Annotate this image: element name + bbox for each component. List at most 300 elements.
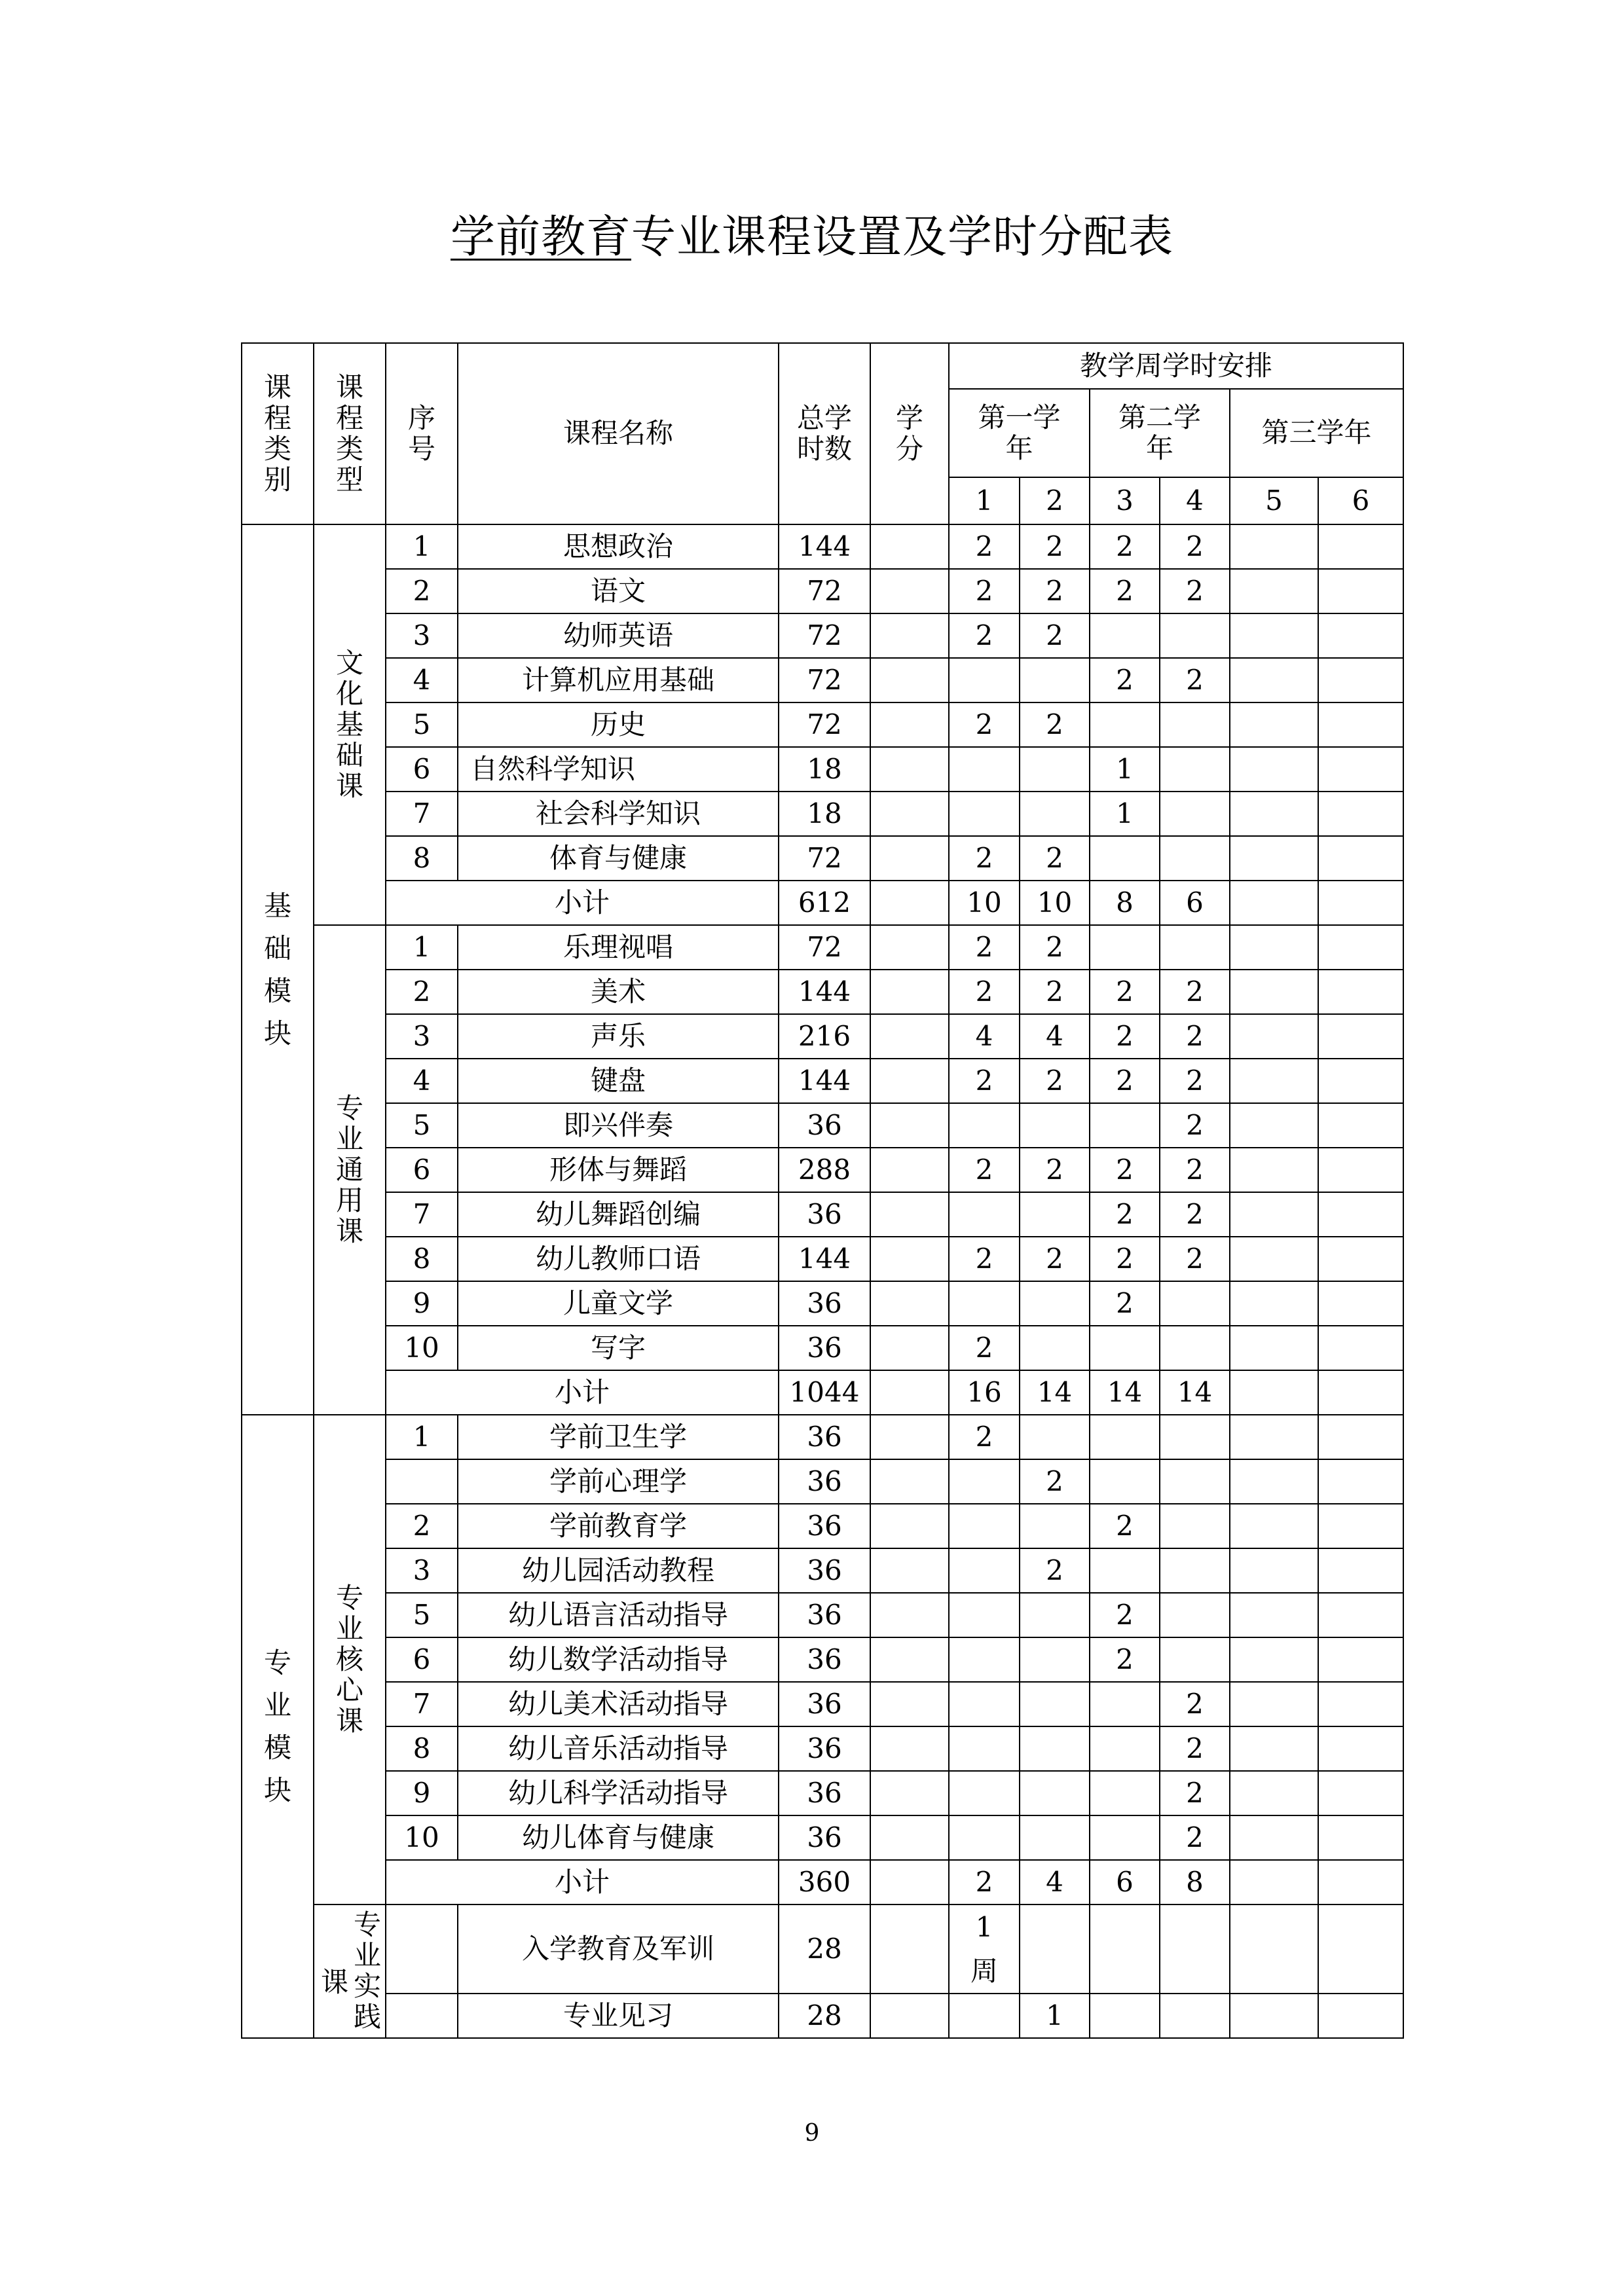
total-hours-cell: 144 bbox=[779, 970, 870, 1014]
table-row bbox=[242, 1682, 1403, 1726]
table-row bbox=[242, 1103, 1403, 1148]
total-hours-cell: 144 bbox=[779, 1059, 870, 1103]
seq-cell: 2 bbox=[386, 1504, 458, 1548]
subtotal-total: 1044 bbox=[779, 1370, 870, 1415]
course-name-cell: 写字 bbox=[458, 1326, 779, 1370]
semester-3-cell: 2 bbox=[1090, 1192, 1160, 1237]
semester-6-cell bbox=[1318, 1103, 1403, 1148]
course-type-cell: 专业核心课 bbox=[314, 1415, 386, 1904]
semester-1-cell: 2 bbox=[949, 1326, 1020, 1370]
semester-1-cell: 2 bbox=[949, 613, 1020, 658]
subtotal-row bbox=[242, 881, 1403, 925]
semester-3-cell bbox=[1090, 613, 1160, 658]
course-name-cell: 幼儿音乐活动指导 bbox=[458, 1726, 779, 1771]
seq-cell: 5 bbox=[386, 1103, 458, 1148]
semester-1-cell: 2 bbox=[949, 925, 1020, 970]
semester-6-cell bbox=[1318, 970, 1403, 1014]
course-name-cell: 入学教育及军训 bbox=[458, 1904, 779, 1994]
header-row-1 bbox=[242, 343, 1403, 389]
semester-3-cell: 2 bbox=[1090, 524, 1160, 569]
semester-1-cell bbox=[949, 658, 1020, 702]
semester-1-cell bbox=[949, 1593, 1020, 1637]
semester-1-cell bbox=[949, 1103, 1020, 1148]
course-type-label: 专业实践 bbox=[353, 1908, 381, 2033]
semester-4-cell: 2 bbox=[1160, 658, 1230, 702]
semester-3-cell bbox=[1090, 836, 1160, 881]
semester-3-cell: 2 bbox=[1090, 970, 1160, 1014]
seq-cell: 7 bbox=[386, 1192, 458, 1237]
semester-5-cell bbox=[1230, 747, 1318, 792]
semester-5-cell bbox=[1230, 1771, 1318, 1815]
subtotal-semester-4: 14 bbox=[1160, 1370, 1230, 1415]
table-row bbox=[242, 1815, 1403, 1860]
semester-3-cell bbox=[1090, 1904, 1160, 1994]
total-hours-cell: 36 bbox=[779, 1815, 870, 1860]
credit-cell bbox=[870, 1504, 949, 1548]
semester-6-cell bbox=[1318, 747, 1403, 792]
course-type-cell: 专业通用课 bbox=[314, 925, 386, 1415]
semester-2-cell bbox=[1020, 1593, 1090, 1637]
course-type-suffix: 课 bbox=[321, 1966, 349, 1999]
seq-cell: 9 bbox=[386, 1771, 458, 1815]
semester-2-cell: 2 bbox=[1020, 1148, 1090, 1192]
credit-cell bbox=[870, 970, 949, 1014]
semester-2-cell bbox=[1020, 1103, 1090, 1148]
header-type: 课程类型 bbox=[314, 343, 386, 524]
header-category: 课程类别 bbox=[242, 343, 314, 524]
course-name-cell: 历史 bbox=[458, 702, 779, 747]
table-row bbox=[242, 1059, 1403, 1103]
header-year-1: 第一学年 bbox=[949, 389, 1090, 477]
total-hours-cell: 36 bbox=[779, 1103, 870, 1148]
seq-cell: 4 bbox=[386, 658, 458, 702]
total-hours-cell: 216 bbox=[779, 1014, 870, 1059]
semester-4-cell bbox=[1160, 1415, 1230, 1459]
semester-2-cell: 2 bbox=[1020, 569, 1090, 613]
seq-cell: 10 bbox=[386, 1326, 458, 1370]
semester-6-cell bbox=[1318, 1593, 1403, 1637]
semester-5-cell bbox=[1230, 1192, 1318, 1237]
total-hours-cell: 36 bbox=[779, 1637, 870, 1682]
seq-cell: 7 bbox=[386, 1682, 458, 1726]
seq-cell bbox=[386, 1459, 458, 1504]
semester-4-cell: 2 bbox=[1160, 1103, 1230, 1148]
credit-cell bbox=[870, 1637, 949, 1682]
credit-cell bbox=[870, 1014, 949, 1059]
semester-5-cell bbox=[1230, 1103, 1318, 1148]
semester-4-cell: 2 bbox=[1160, 569, 1230, 613]
credit-cell bbox=[870, 1771, 949, 1815]
semester-3-cell: 2 bbox=[1090, 569, 1160, 613]
course-name-cell: 乐理视唱 bbox=[458, 925, 779, 970]
credit-cell bbox=[870, 1415, 949, 1459]
semester-2-cell bbox=[1020, 1504, 1090, 1548]
semester-2-cell bbox=[1020, 1637, 1090, 1682]
semester-6-cell bbox=[1318, 613, 1403, 658]
semester-5-cell bbox=[1230, 1994, 1318, 2038]
header-semester-5: 5 bbox=[1230, 477, 1318, 524]
credit-cell bbox=[870, 1192, 949, 1237]
course-name-cell: 幼儿园活动教程 bbox=[458, 1548, 779, 1593]
semester-2-cell: 2 bbox=[1020, 1059, 1090, 1103]
header-total-hours: 总学时数 bbox=[779, 343, 870, 524]
course-name-cell: 幼儿科学活动指导 bbox=[458, 1771, 779, 1815]
semester-4-cell bbox=[1160, 747, 1230, 792]
title-underlined: 学前教育 bbox=[450, 211, 631, 263]
semester-5-cell bbox=[1230, 925, 1318, 970]
semester-1-cell: 2 bbox=[949, 569, 1020, 613]
credit-cell bbox=[870, 1726, 949, 1771]
semester-3-cell bbox=[1090, 1548, 1160, 1593]
table-row bbox=[242, 702, 1403, 747]
semester-2-cell bbox=[1020, 1771, 1090, 1815]
table-row bbox=[242, 1994, 1403, 2038]
semester-1-cell: 4 bbox=[949, 1014, 1020, 1059]
semester-1-cell bbox=[949, 1459, 1020, 1504]
semester-4-cell bbox=[1160, 836, 1230, 881]
semester-6-cell bbox=[1318, 925, 1403, 970]
subtotal-total: 612 bbox=[779, 881, 870, 925]
semester-2-cell: 2 bbox=[1020, 613, 1090, 658]
subtotal-semester-1: 10 bbox=[949, 881, 1020, 925]
semester-1-cell: 2 bbox=[949, 1059, 1020, 1103]
table-row bbox=[242, 1904, 1403, 1994]
table-row bbox=[242, 1237, 1403, 1281]
semester-5-cell bbox=[1230, 1281, 1318, 1326]
header-year-3: 第三学年 bbox=[1230, 389, 1403, 477]
course-name-cell: 自然科学知识 bbox=[458, 747, 779, 792]
table-row bbox=[242, 1326, 1403, 1370]
semester-4-cell bbox=[1160, 1637, 1230, 1682]
credit-cell bbox=[870, 925, 949, 970]
semester-3-cell bbox=[1090, 1415, 1160, 1459]
subtotal-semester-5 bbox=[1230, 881, 1318, 925]
seq-cell: 2 bbox=[386, 569, 458, 613]
semester-1-cell bbox=[949, 747, 1020, 792]
total-hours-cell: 36 bbox=[779, 1682, 870, 1726]
subtotal-semester-6 bbox=[1318, 1370, 1403, 1415]
semester-5-cell bbox=[1230, 1415, 1318, 1459]
header-name: 课程名称 bbox=[458, 343, 779, 524]
subtotal-semester-5 bbox=[1230, 1370, 1318, 1415]
semester-5-cell bbox=[1230, 1148, 1318, 1192]
table-row bbox=[242, 569, 1403, 613]
semester-5-cell bbox=[1230, 836, 1318, 881]
course-name-cell: 幼儿数学活动指导 bbox=[458, 1637, 779, 1682]
semester-2-cell bbox=[1020, 792, 1090, 836]
semester-5-cell bbox=[1230, 1504, 1318, 1548]
seq-cell: 5 bbox=[386, 1593, 458, 1637]
semester-2-cell: 2 bbox=[1020, 524, 1090, 569]
subtotal-semester-2: 14 bbox=[1020, 1370, 1090, 1415]
semester-6-cell bbox=[1318, 1771, 1403, 1815]
semester-4-cell bbox=[1160, 1904, 1230, 1994]
semester-6-cell bbox=[1318, 1904, 1403, 1994]
total-hours-cell: 144 bbox=[779, 1237, 870, 1281]
table-row bbox=[242, 1504, 1403, 1548]
semester-3-cell: 2 bbox=[1090, 1504, 1160, 1548]
credit-cell bbox=[870, 1593, 949, 1637]
semester-6-cell bbox=[1318, 1726, 1403, 1771]
semester-4-cell: 2 bbox=[1160, 1726, 1230, 1771]
course-type-cell: 文化基础课 bbox=[314, 524, 386, 925]
semester-5-cell bbox=[1230, 1904, 1318, 1994]
semester-2-cell: 2 bbox=[1020, 836, 1090, 881]
subtotal-row bbox=[242, 1370, 1403, 1415]
seq-cell: 7 bbox=[386, 792, 458, 836]
semester-6-cell bbox=[1318, 1415, 1403, 1459]
credit-cell bbox=[870, 747, 949, 792]
course-name-cell: 幼儿体育与健康 bbox=[458, 1815, 779, 1860]
subtotal-semester-5 bbox=[1230, 1860, 1318, 1904]
seq-cell: 10 bbox=[386, 1815, 458, 1860]
semester-5-cell bbox=[1230, 1326, 1318, 1370]
semester-6-cell bbox=[1318, 836, 1403, 881]
seq-cell: 9 bbox=[386, 1281, 458, 1326]
semester-5-cell bbox=[1230, 1593, 1318, 1637]
seq-cell: 1 bbox=[386, 925, 458, 970]
course-name-cell: 声乐 bbox=[458, 1014, 779, 1059]
semester-1-cell bbox=[949, 1726, 1020, 1771]
table-row bbox=[242, 1548, 1403, 1593]
table-row bbox=[242, 1726, 1403, 1771]
subtotal-label: 小计 bbox=[386, 1370, 779, 1415]
header-semester-6: 6 bbox=[1318, 477, 1403, 524]
semester-2-cell bbox=[1020, 658, 1090, 702]
semester-5-cell bbox=[1230, 1815, 1318, 1860]
semester-5-cell bbox=[1230, 613, 1318, 658]
table-row bbox=[242, 1148, 1403, 1192]
credit-cell bbox=[870, 1059, 949, 1103]
semester-1-cell bbox=[949, 1548, 1020, 1593]
seq-cell: 8 bbox=[386, 836, 458, 881]
total-hours-cell: 18 bbox=[779, 792, 870, 836]
semester-3-cell: 1 bbox=[1090, 747, 1160, 792]
subtotal-semester-6 bbox=[1318, 881, 1403, 925]
seq-cell: 6 bbox=[386, 1148, 458, 1192]
total-hours-cell: 36 bbox=[779, 1192, 870, 1237]
credit-cell bbox=[870, 836, 949, 881]
semester-4-cell bbox=[1160, 792, 1230, 836]
semester-4-cell: 2 bbox=[1160, 1237, 1230, 1281]
semester-1-cell bbox=[949, 1637, 1020, 1682]
semester-1-cell bbox=[949, 1504, 1020, 1548]
credit-cell bbox=[870, 613, 949, 658]
course-name-cell: 幼儿教师口语 bbox=[458, 1237, 779, 1281]
subtotal-label: 小计 bbox=[386, 1860, 779, 1904]
subtotal-semester-1: 16 bbox=[949, 1370, 1020, 1415]
semester-6-cell bbox=[1318, 658, 1403, 702]
subtotal-semester-3: 8 bbox=[1090, 881, 1160, 925]
table-row bbox=[242, 1192, 1403, 1237]
semester-2-cell: 2 bbox=[1020, 702, 1090, 747]
semester-6-cell bbox=[1318, 1459, 1403, 1504]
semester-2-cell bbox=[1020, 1682, 1090, 1726]
course-name-cell: 幼儿美术活动指导 bbox=[458, 1682, 779, 1726]
total-hours-cell: 36 bbox=[779, 1593, 870, 1637]
semester-1-cell: 2 bbox=[949, 702, 1020, 747]
course-name-cell: 学前卫生学 bbox=[458, 1415, 779, 1459]
credit-cell bbox=[870, 1815, 949, 1860]
seq-cell: 1 bbox=[386, 524, 458, 569]
total-hours-cell: 72 bbox=[779, 658, 870, 702]
semester-4-cell bbox=[1160, 1281, 1230, 1326]
semester-1-cell: 2 bbox=[949, 1237, 1020, 1281]
subtotal-semester-4: 8 bbox=[1160, 1860, 1230, 1904]
seq-cell: 3 bbox=[386, 1548, 458, 1593]
semester-2-cell: 2 bbox=[1020, 1237, 1090, 1281]
semester-4-cell: 2 bbox=[1160, 1815, 1230, 1860]
semester-1-cell: 2 bbox=[949, 524, 1020, 569]
course-name-cell: 儿童文学 bbox=[458, 1281, 779, 1326]
semester-4-cell bbox=[1160, 1504, 1230, 1548]
course-name-cell: 思想政治 bbox=[458, 524, 779, 569]
course-name-cell: 体育与健康 bbox=[458, 836, 779, 881]
semester-4-cell: 2 bbox=[1160, 524, 1230, 569]
semester-6-cell bbox=[1318, 1682, 1403, 1726]
semester-1-cell: 2 bbox=[949, 1148, 1020, 1192]
course-name-cell: 计算机应用基础 bbox=[458, 658, 779, 702]
total-hours-cell: 36 bbox=[779, 1415, 870, 1459]
table-row bbox=[242, 1459, 1403, 1504]
credit-cell bbox=[870, 702, 949, 747]
credit-cell bbox=[870, 524, 949, 569]
course-name-cell: 幼师英语 bbox=[458, 613, 779, 658]
credit-cell bbox=[870, 1548, 949, 1593]
module-category-cell: 基础模块 bbox=[242, 524, 314, 1415]
semester-6-cell bbox=[1318, 1815, 1403, 1860]
semester-6-cell bbox=[1318, 1059, 1403, 1103]
semester-3-cell bbox=[1090, 702, 1160, 747]
table-row bbox=[242, 1637, 1403, 1682]
semester-2-cell bbox=[1020, 747, 1090, 792]
semester-2-cell bbox=[1020, 1726, 1090, 1771]
semester-6-cell bbox=[1318, 1237, 1403, 1281]
semester-2-cell: 2 bbox=[1020, 970, 1090, 1014]
semester-3-cell: 2 bbox=[1090, 1637, 1160, 1682]
subtotal-semester-4: 6 bbox=[1160, 881, 1230, 925]
subtotal-credit bbox=[870, 1370, 949, 1415]
semester-4-cell bbox=[1160, 1994, 1230, 2038]
course-name-cell: 语文 bbox=[458, 569, 779, 613]
semester-1-cell bbox=[949, 1815, 1020, 1860]
subtotal-total: 360 bbox=[779, 1860, 870, 1904]
semester-5-cell bbox=[1230, 1682, 1318, 1726]
table-row bbox=[242, 1415, 1403, 1459]
header-seq: 序号 bbox=[386, 343, 458, 524]
seq-cell: 3 bbox=[386, 613, 458, 658]
semester-1-cell bbox=[949, 1682, 1020, 1726]
semester-3-cell bbox=[1090, 925, 1160, 970]
total-hours-cell: 28 bbox=[779, 1904, 870, 1994]
subtotal-label: 小计 bbox=[386, 881, 779, 925]
semester-6-cell bbox=[1318, 1994, 1403, 2038]
semester-3-cell bbox=[1090, 1994, 1160, 2038]
semester-5-cell bbox=[1230, 1548, 1318, 1593]
subtotal-semester-3: 14 bbox=[1090, 1370, 1160, 1415]
semester-5-cell bbox=[1230, 1726, 1318, 1771]
subtotal-semester-1: 2 bbox=[949, 1860, 1020, 1904]
semester-4-cell: 2 bbox=[1160, 1014, 1230, 1059]
total-hours-cell: 36 bbox=[779, 1771, 870, 1815]
total-hours-cell: 72 bbox=[779, 702, 870, 747]
header-year-2: 第二学年 bbox=[1090, 389, 1230, 477]
header-credit: 学分 bbox=[870, 343, 949, 524]
semester-3-cell: 2 bbox=[1090, 1148, 1160, 1192]
header-semester-2: 2 bbox=[1020, 477, 1090, 524]
subtotal-row bbox=[242, 1860, 1403, 1904]
credit-cell bbox=[870, 1459, 949, 1504]
semester-1-cell: 2 bbox=[949, 1415, 1020, 1459]
credit-cell bbox=[870, 569, 949, 613]
credit-cell bbox=[870, 1904, 949, 1994]
semester-5-cell bbox=[1230, 970, 1318, 1014]
semester-1-cell: 2 bbox=[949, 970, 1020, 1014]
total-hours-cell: 36 bbox=[779, 1281, 870, 1326]
header-semester-1: 1 bbox=[949, 477, 1020, 524]
semester-2-cell: 4 bbox=[1020, 1014, 1090, 1059]
semester-4-cell bbox=[1160, 1459, 1230, 1504]
course-name-cell: 学前教育学 bbox=[458, 1504, 779, 1548]
semester-6-cell bbox=[1318, 1548, 1403, 1593]
semester-4-cell: 2 bbox=[1160, 1148, 1230, 1192]
page-title bbox=[0, 208, 1624, 267]
semester-3-cell bbox=[1090, 1682, 1160, 1726]
table-row bbox=[242, 1771, 1403, 1815]
total-hours-cell: 72 bbox=[779, 925, 870, 970]
semester-5-cell bbox=[1230, 1637, 1318, 1682]
semester-6-cell bbox=[1318, 1014, 1403, 1059]
course-name-cell: 键盘 bbox=[458, 1059, 779, 1103]
subtotal-semester-2: 4 bbox=[1020, 1860, 1090, 1904]
total-hours-cell: 72 bbox=[779, 613, 870, 658]
semester-5-cell bbox=[1230, 702, 1318, 747]
course-name-cell: 美术 bbox=[458, 970, 779, 1014]
seq-cell: 6 bbox=[386, 1637, 458, 1682]
seq-cell: 2 bbox=[386, 970, 458, 1014]
course-name-cell: 学前心理学 bbox=[458, 1459, 779, 1504]
table-row bbox=[242, 524, 1403, 569]
course-schedule-table bbox=[241, 342, 1404, 2039]
semester-3-cell: 2 bbox=[1090, 658, 1160, 702]
semester-3-cell: 1 bbox=[1090, 792, 1160, 836]
semester-2-cell bbox=[1020, 1326, 1090, 1370]
semester-6-cell bbox=[1318, 702, 1403, 747]
subtotal-credit bbox=[870, 881, 949, 925]
subtotal-semester-2: 10 bbox=[1020, 881, 1090, 925]
semester-3-cell bbox=[1090, 1726, 1160, 1771]
seq-cell: 1 bbox=[386, 1415, 458, 1459]
semester-5-cell bbox=[1230, 658, 1318, 702]
total-hours-cell: 72 bbox=[779, 836, 870, 881]
course-name-cell: 社会科学知识 bbox=[458, 792, 779, 836]
semester-2-cell: 2 bbox=[1020, 1459, 1090, 1504]
credit-cell bbox=[870, 1326, 949, 1370]
semester-3-cell bbox=[1090, 1326, 1160, 1370]
total-hours-cell: 36 bbox=[779, 1504, 870, 1548]
semester-2-cell bbox=[1020, 1281, 1090, 1326]
semester-5-cell bbox=[1230, 1237, 1318, 1281]
semester-6-cell bbox=[1318, 1326, 1403, 1370]
semester-4-cell: 2 bbox=[1160, 1192, 1230, 1237]
semester-4-cell: 2 bbox=[1160, 1059, 1230, 1103]
semester-2-cell: 2 bbox=[1020, 1548, 1090, 1593]
semester-4-cell bbox=[1160, 925, 1230, 970]
semester-6-cell bbox=[1318, 1637, 1403, 1682]
semester-2-cell bbox=[1020, 1192, 1090, 1237]
semester-5-cell bbox=[1230, 524, 1318, 569]
table-row bbox=[242, 925, 1403, 970]
